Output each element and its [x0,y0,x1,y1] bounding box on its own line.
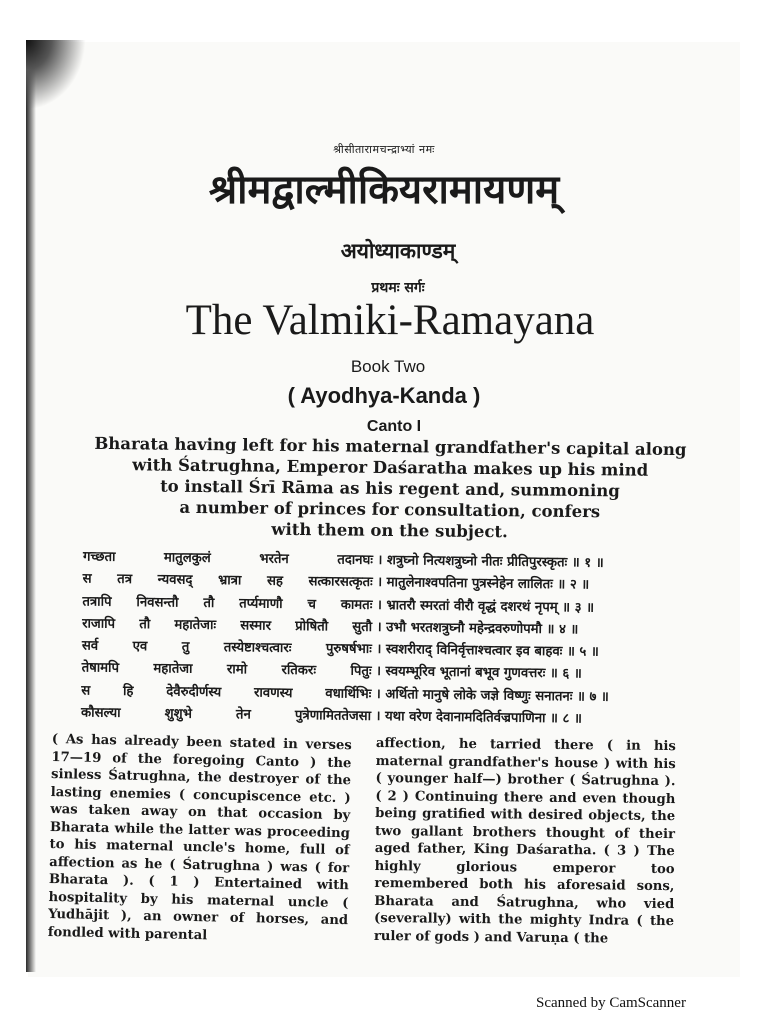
verse-line: गच्छता मातुलकुलं भरतेन तदानघः । शत्रुघ्नो नित्यशत्रुघ्नो नीतः प्रीतिपुरस्कृतः ॥ १ ॥ [83,546,663,575]
invocation: श्रीसीतारामचन्द्राभ्यां नमः [333,143,435,156]
verse-first-half: स तत्र न्यवसद् भ्रात्रा सह सत्कारसत्कृतः [82,571,373,591]
verse-line: कौसल्या शुशुभे तेन पुत्रेणामिततेजसा । यथा वरेण देवानामदितिर्वज्रपाणिना ॥ ८ ॥ [81,703,661,732]
canto-summary [79,433,700,544]
verse-first-half: राजापि तौ महातेजाः सस्मार प्रोषितौ सुतौ [82,616,373,635]
translation-text: affection, he tarried there ( in his maternal grandfather's house ) with his ( younger half—) brother ( Śatrughna ). ( 2 ) Continuing there and even though being gratified with desired objects, the two gallant brothers thought of their aged father, King Daśaratha. ( 3 ) The highly glorious emperor too remembered both his aforesaid sons, Bharata and Śatrughna, who vied (severally) with the mighty Indra ( the ruler of gods ) and Varuṇa ( the [373,735,676,946]
verse-second-half: स्वयम्भूरिव भूतानां बभूव गुणवत्तरः ॥ ६ ॥ [385,664,582,683]
sanskrit-book-title: अयोध्याकाण्डम् [340,238,456,263]
scanner-watermark: Scanned by CamScanner [536,995,686,1011]
translation-column-left [48,731,352,947]
summary-line: to install Śrī Rāma as his regent and, summoning [160,476,620,501]
sanskrit-sarga-title: प्रथमः सर्गः [371,280,425,296]
sanskrit-verses [81,546,663,731]
verse-first-half: तेषामपि महातेजा रामो रतिकरः पितुः [81,660,372,680]
sanskrit-title: श्रीमद्वाल्मीकियरामायणम् [208,166,560,213]
verse-line: तेषामपि महातेजा रामो रतिकरः पितुः । स्वयम्भूरिव भूतानां बभूव गुणवत्तरः ॥ ६ ॥ [81,658,661,687]
english-title: The Valmiki-Ramayana [185,297,595,344]
verse-second-half: शत्रुघ्नो नित्यशत्रुघ्नो नीतः प्रीतिपुरस्कृतः ॥ १ ॥ [386,553,604,571]
verse-line: स तत्र न्यवसद् भ्रात्रा सह सत्कारसत्कृतः । मातुलेनाश्वपतिना पुत्रस्नेहेन लालितः ॥ २ ॥ [83,569,663,598]
summary-line: Bharata having left for his maternal grandfather's capital along [94,433,687,460]
english-book: Book Two [350,357,426,376]
english-kanda: ( Ayodhya-Kanda ) [287,383,481,408]
verse-first-half: स हि देवैरुदीर्णस्य रावणस्य वधार्थिभिः [81,683,372,702]
verse-second-half: स्वशरीराद् विनिर्वृत्ताश्चत्वार इव बाहवः ॥ ५ ॥ [385,642,599,660]
verse-second-half: यथा वरेण देवानामदितिर्वज्रपाणिना ॥ ८ ॥ [384,709,582,727]
verse-second-half: अर्थितो मानुषे लोके जज्ञे विष्णुः सनातनः ॥ ७ ॥ [385,686,609,705]
summary-line: a number of princes for consultation, confers [179,497,601,522]
verse-line: सर्व एव तु तस्येष्टाश्चत्वारः पुरुषर्षभाः । स्वशरीराद् विनिर्वृत्ताश्चत्वार इव बाहवः ॥ ५ ॥ [82,636,662,665]
translation-column-right [374,735,676,948]
translation-text: ( As has already been stated in verses 17—19 of the foregoing Canto ) the sinless Śatrughna, the destroyer of the lasting enemies ( concupiscence etc. ) was taken away on that occasion by Bharata while the latter was proceeding to his maternal uncle's home, full of affection as he ( Śatrughna ) was ( for Bharata ). ( 1 ) Entertained with hospitality by his maternal uncle ( Yudhājit ), an owner of horses, and fondled with parental [47,731,352,943]
verse-first-half: कौसल्या शुशुभे तेन पुत्रेणामिततेजसा [80,705,372,725]
verse-line: तत्रापि निवसन्तौ तौ तर्प्यमाणौ च कामतः । भ्रातरौ स्मरतां वीरौ वृद्धं दशरथं नृपम् ॥ ३ ॥ [82,591,662,620]
verse-second-half: मातुलेनाश्वपतिना पुत्रस्नेहेन लालितः ॥ २ ॥ [386,575,590,593]
verse-second-half: उभौ भरतशत्रुघ्नौ महेन्द्रवरुणोपमौ ॥ ४ ॥ [386,620,579,638]
verse-first-half: सर्व एव तु तस्येष्टाश्चत्वारः पुरुषर्षभाः [81,638,372,658]
page-corner-shadow [26,40,86,110]
verse-first-half: गच्छता मातुलकुलं भरतेन तदानघः [82,549,374,569]
english-canto: Canto I [366,418,422,435]
verse-first-half: तत्रापि निवसन्तौ तौ तर्प्यमाणौ च कामतः [82,594,373,613]
verse-second-half: भ्रातरौ स्मरतां वीरौ वृद्धं दशरथं नृपम् ॥ ३ ॥ [386,597,595,616]
summary-line: with them on the subject. [271,519,508,542]
verse-line: स हि देवैरुदीर्णस्य रावणस्य वधार्थिभिः । अर्थितो मानुषे लोके जज्ञे विष्णुः सनातनः ॥ ७ ॥ [81,680,661,709]
verse-line: राजापि तौ महातेजाः सस्मार प्रोषितौ सुतौ । उभौ भरतशत्रुघ्नौ महेन्द्रवरुणोपमौ ॥ ४ ॥ [82,613,662,642]
summary-line: with Śatrughna, Emperor Daśaratha makes up his mind [132,455,649,480]
